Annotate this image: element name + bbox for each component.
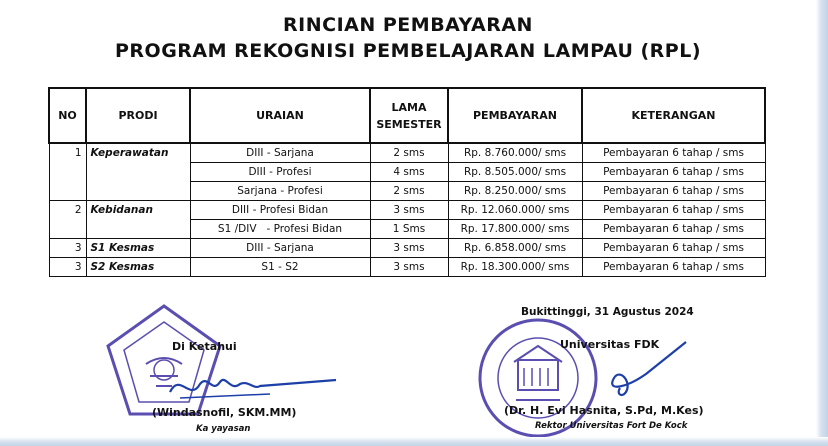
header-pembayaran: PEMBAYARAN	[448, 88, 582, 143]
cell-no	[49, 181, 86, 200]
cell-prodi	[86, 181, 190, 200]
cell-lama: 3 sms	[370, 238, 448, 257]
header-prodi: PRODI	[86, 88, 190, 143]
cell-no	[49, 162, 86, 181]
table-row	[49, 257, 765, 276]
cell-lama: 2 sms	[370, 181, 448, 200]
cell-lama: 3 sms	[370, 257, 448, 276]
cell-keterangan: Pembayaran 6 tahap / sms	[582, 238, 765, 257]
table-row	[49, 238, 765, 257]
cell-pembayaran: Rp. 8.250.000/ sms	[448, 181, 582, 200]
cell-keterangan: Pembayaran 6 tahap / sms	[582, 257, 765, 276]
cell-keterangan: Pembayaran 6 tahap / sms	[582, 219, 765, 238]
header-no: NO	[49, 88, 86, 143]
cell-keterangan: Pembayaran 6 tahap / sms	[582, 162, 765, 181]
cell-uraian: S1 /DIV - Profesi Bidan	[190, 219, 370, 238]
cell-lama: 4 sms	[370, 162, 448, 181]
page-edge-bottom	[0, 437, 828, 446]
header-lama-semester	[370, 88, 448, 143]
table-row	[49, 181, 765, 200]
cell-uraian: Sarjana - Profesi	[190, 181, 370, 200]
table-row	[49, 219, 765, 238]
cell-no: 3	[49, 257, 86, 276]
page-edge-right	[816, 0, 828, 446]
cell-pembayaran: Rp. 12.060.000/ sms	[448, 200, 582, 219]
cell-uraian: DIII - Sarjana	[190, 238, 370, 257]
header-lama-line2: SEMESTER	[376, 117, 442, 131]
cell-lama: 1 Sms	[370, 219, 448, 238]
cell-uraian: DIII - Sarjana	[190, 143, 370, 162]
cell-no: 3	[49, 238, 86, 257]
cell-lama: 3 sms	[370, 200, 448, 219]
cell-keterangan: Pembayaran 6 tahap / sms	[582, 181, 765, 200]
cell-prodi: Keperawatan	[86, 143, 190, 162]
place-date: Bukittinggi, 31 Agustus 2024	[521, 306, 694, 318]
cell-prodi	[86, 219, 190, 238]
header-lama-line1: LAMA	[391, 100, 427, 114]
payment-table	[48, 87, 766, 277]
cell-uraian: S1 - S2	[190, 257, 370, 276]
document-title: RINCIAN PEMBAYARAN	[283, 14, 533, 36]
cell-pembayaran: Rp. 8.505.000/ sms	[448, 162, 582, 181]
table-row	[49, 162, 765, 181]
right-signatory-role: Rektor Universitas Fort De Kock	[535, 421, 688, 431]
left-signatory-role: Ka yayasan	[196, 424, 251, 434]
cell-prodi: S1 Kesmas	[86, 238, 190, 257]
table-row	[49, 143, 765, 162]
table-header-row	[49, 88, 765, 143]
university-label: Universitas FDK	[560, 338, 660, 351]
cell-keterangan: Pembayaran 6 tahap / sms	[582, 143, 765, 162]
cell-uraian: DIII - Profesi	[190, 162, 370, 181]
cell-no	[49, 219, 86, 238]
cell-pembayaran: Rp. 8.760.000/ sms	[448, 143, 582, 162]
left-signature-icon	[150, 362, 340, 412]
cell-no: 1	[49, 143, 86, 162]
right-signature-icon	[586, 338, 696, 400]
document-subtitle: PROGRAM REKOGNISI PEMBELAJARAN LAMPAU (RPL)	[114, 40, 702, 62]
cell-prodi: S2 Kesmas	[86, 257, 190, 276]
left-signatory-name: (Windasnofil, SKM.MM)	[152, 406, 297, 419]
cell-pembayaran: Rp. 18.300.000/ sms	[448, 257, 582, 276]
cell-prodi	[86, 162, 190, 181]
cell-pembayaran: Rp. 17.800.000/ sms	[448, 219, 582, 238]
cell-prodi: Kebidanan	[86, 200, 190, 219]
table-row	[49, 200, 765, 219]
cell-lama: 2 sms	[370, 143, 448, 162]
cell-no: 2	[49, 200, 86, 219]
cell-pembayaran: Rp. 6.858.000/ sms	[448, 238, 582, 257]
cell-uraian: DIII - Profesi Bidan	[190, 200, 370, 219]
acknowledged-label: Di Ketahui	[172, 340, 237, 353]
header-keterangan: KETERANGAN	[582, 88, 765, 143]
right-signatory-name: (Dr. H. Evi Hasnita, S.Pd, M.Kes)	[504, 404, 704, 417]
cell-keterangan: Pembayaran 6 tahap / sms	[582, 200, 765, 219]
header-uraian: URAIAN	[190, 88, 370, 143]
